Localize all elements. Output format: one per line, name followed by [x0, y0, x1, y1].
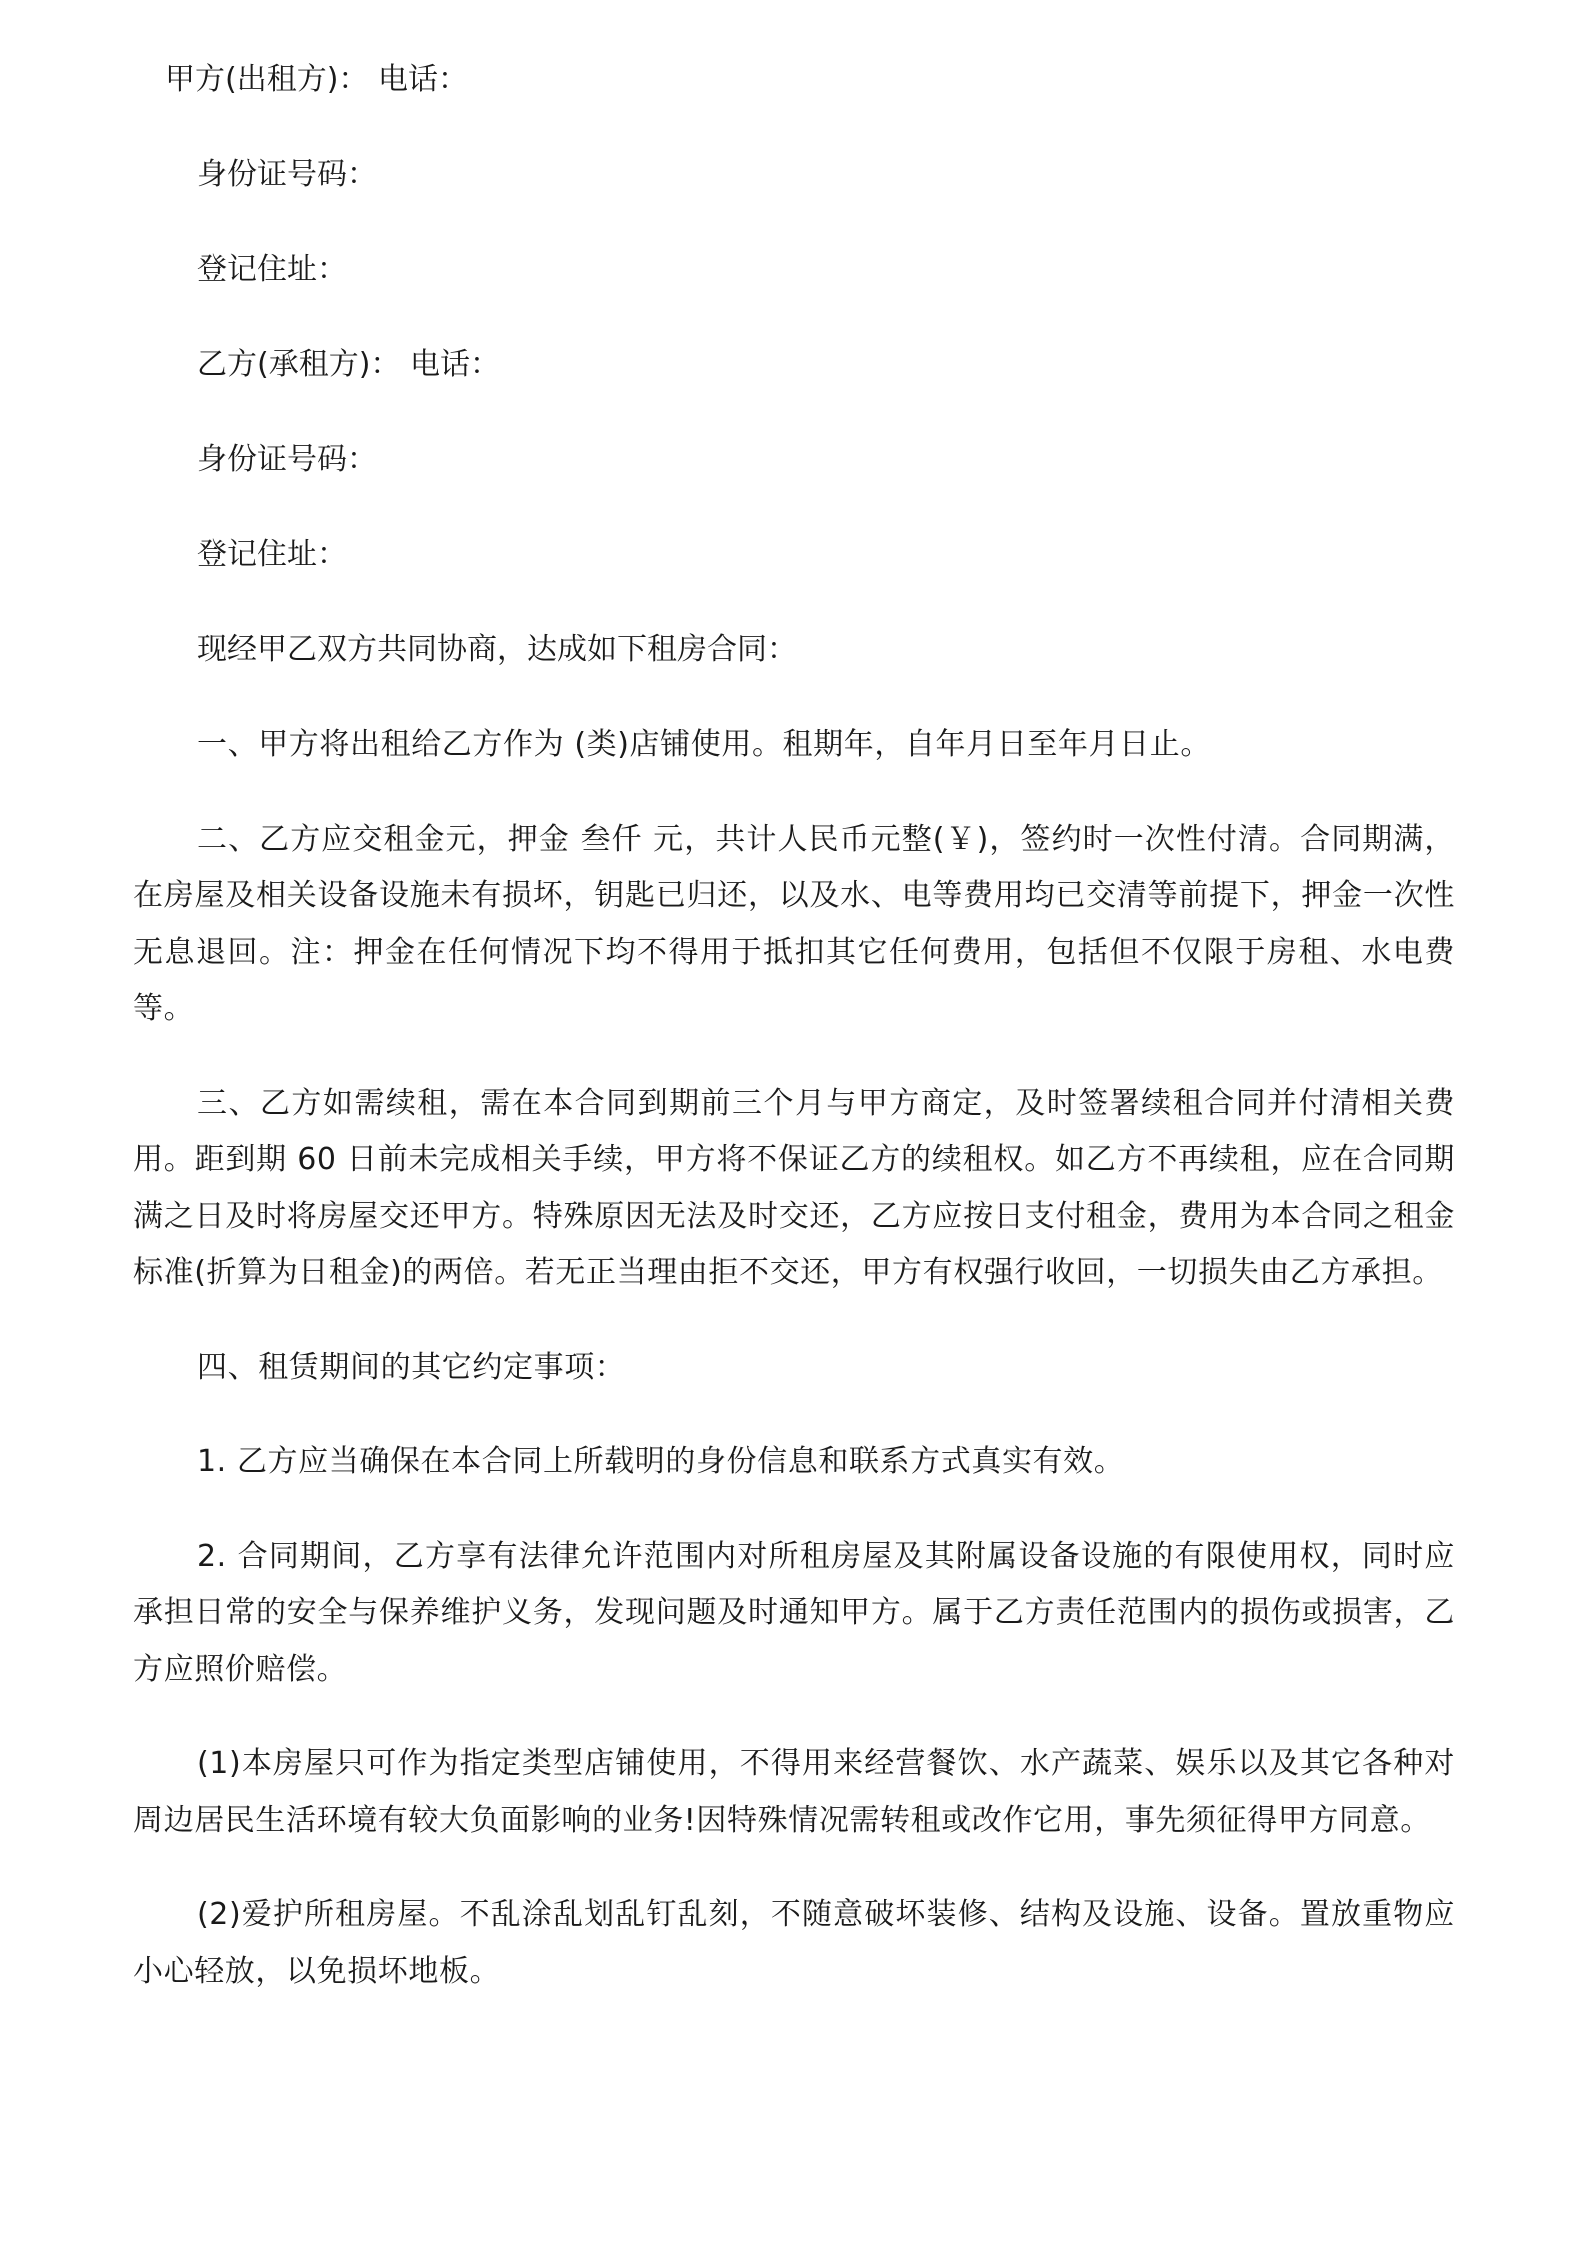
contract-body — [133, 52, 1455, 2038]
clause-4-subitem-1: (1)本房屋只可作为指定类型店铺使用，不得用来经营餐饮、水产蔬菜、娱乐以及其它各种对周边居民生活环境有较大负面影响的业务!因特殊情况需转租或改作它用，事先须征得甲方同意。 — [133, 1746, 1455, 1838]
intro-line: 现经甲乙双方共同协商，达成如下租房合同： — [197, 632, 797, 667]
clause-4-item-1: 1. 乙方应当确保在本合同上所载明的身份信息和联系方式真实有效。 — [197, 1444, 1125, 1479]
clause-1: 一、甲方将出租给乙方作为 (类)店铺使用。租期年，自年月日至年月日止。 — [197, 727, 1211, 762]
clause-4-heading: 四、租赁期间的其它约定事项： — [197, 1349, 626, 1385]
party-a-address-line: 登记住址： — [197, 252, 347, 287]
clause-4-subitem-2: (2)爱护所租房屋。不乱涂乱划乱钉乱刻，不随意破坏装修、结构及设施、设备。置放重物应小心轻放，以免损坏地板。 — [133, 1897, 1455, 1989]
clause-4-item-2: 2. 合同期间，乙方享有法律允许范围内对所租房屋及其附属设备设施的有限使用权，同时应承担日常的安全与保养维护义务，发现问题及时通知甲方。属于乙方责任范围内的损伤或损害，乙方应照价赔偿。 — [133, 1538, 1455, 1687]
clause-3: 三、乙方如需续租，需在本合同到期前三个月与甲方商定，及时签署续租合同并付清相关费用。距到期 60 日前未完成相关手续，甲方将不保证乙方的续租权。如乙方不再续租，应在合同期满之日及时将房屋交还甲方。特殊原因无法及时交还，乙方应按日支付租金，费用为本合同之租金标准(折算为日租金)的两倍。若无正当理由拒不交还，甲方有权强行收回，一切损失由乙方承担。 — [133, 1085, 1455, 1290]
party-a-line: 甲方(出租方)： 电话： — [165, 62, 468, 97]
party-b-line: 乙方(承租方)： 电话： — [197, 347, 500, 382]
party-b-id-line: 身份证号码： — [197, 442, 377, 477]
clause-2: 二、乙方应交租金元，押金 叁仟 元，共计人民币元整(￥)，签约时一次性付清。合同期满，在房屋及相关设备设施未有损坏，钥匙已归还，以及水、电等费用均已交清等前提下，押金一次性无息退回。注：押金在任何情况下均不得用于抵扣其它任何费用，包括但不仅限于房租、水电费等。 — [133, 821, 1455, 1026]
party-a-id-line: 身份证号码： — [197, 157, 377, 192]
party-b-address-line: 登记住址： — [197, 537, 347, 572]
